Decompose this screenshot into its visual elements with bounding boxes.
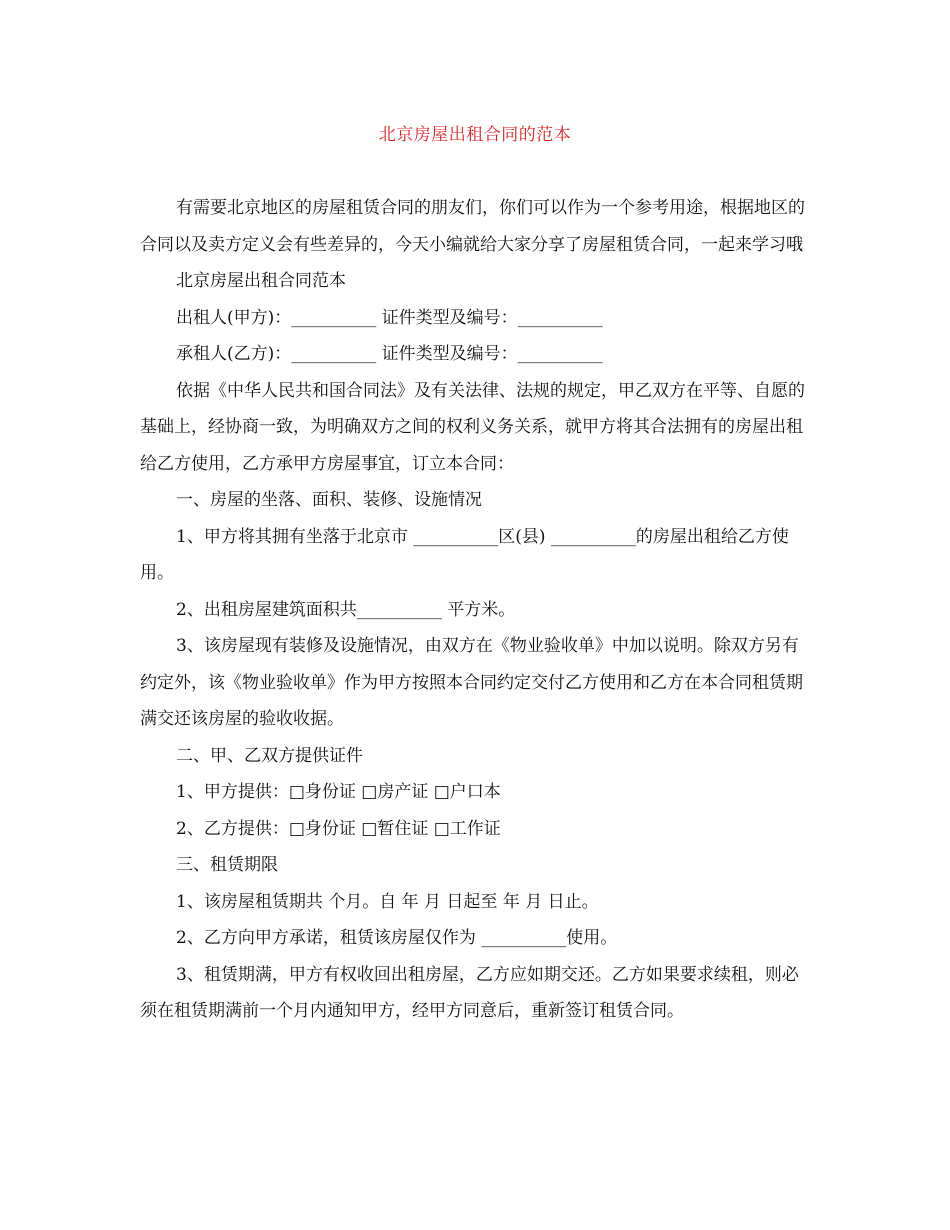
- document-title: 北京房屋出租合同的范本: [378, 125, 572, 145]
- document-body: [140, 190, 810, 1030]
- section-2-heading: 二、甲、乙双方提供证件: [176, 745, 363, 766]
- clause-1-1: 1、甲方将其拥有坐落于北京市 __________区(县) __________的房屋出租给乙方使用。: [140, 526, 789, 583]
- intro-paragraph: 有需要北京地区的房屋租赁合同的朋友们，你们可以作为一个参考用途，根据地区的合同以及卖方定义会有些差异的，今天小编就给大家分享了房屋租赁合同，一起来学习哦: [140, 198, 805, 255]
- clause-1-2: 2、出租房屋建筑面积共__________ 平方米。: [176, 599, 516, 620]
- clause-3-3: 3、租赁期满，甲方有权收回出租房屋，乙方应如期交还。乙方如果要求续租，则必须在租赁期满前一个月内通知甲方，经甲方同意后，重新签订租赁合同。: [140, 964, 799, 1021]
- lessee-line: 承租人(乙方)：__________ 证件类型及编号：__________: [176, 344, 603, 364]
- clause-2-2: 2、乙方提供：□身份证 □暂住证 □工作证: [176, 818, 501, 839]
- contract-heading: 北京房屋出租合同范本: [176, 271, 346, 291]
- clause-1-3: 3、该房屋现有装修及设施情况，由双方在《物业验收单》中加以说明。除双方另有约定外，该《物业验收单》作为甲方按照本合同约定交付乙方使用和乙方在本合同租赁期满交还该房屋的验收收据。: [140, 636, 803, 729]
- clause-2-1: 1、甲方提供：□身份证 □房产证 □户口本: [176, 782, 501, 802]
- clause-3-1: 1、该房屋租赁期共 个月。自 年 月 日起至 年 月 日止。: [176, 891, 599, 912]
- section-3-heading: 三、租赁期限: [176, 855, 278, 875]
- section-1-heading: 一、房屋的坐落、面积、装修、设施情况: [176, 490, 482, 510]
- lessor-line: 出租人(甲方)：__________ 证件类型及编号：__________: [176, 307, 603, 328]
- clause-3-2: 2、乙方向甲方承诺，租赁该房屋仅作为 __________使用。: [176, 928, 618, 948]
- basis-paragraph: 依据《中华人民共和国合同法》及有关法律、法规的规定，甲乙双方在平等、自愿的基础上，经协商一致，为明确双方之间的权利义务关系，就甲方将其合法拥有的房屋出租给乙方使用，乙方承甲方房屋事宜，订立本合同：: [140, 380, 805, 474]
